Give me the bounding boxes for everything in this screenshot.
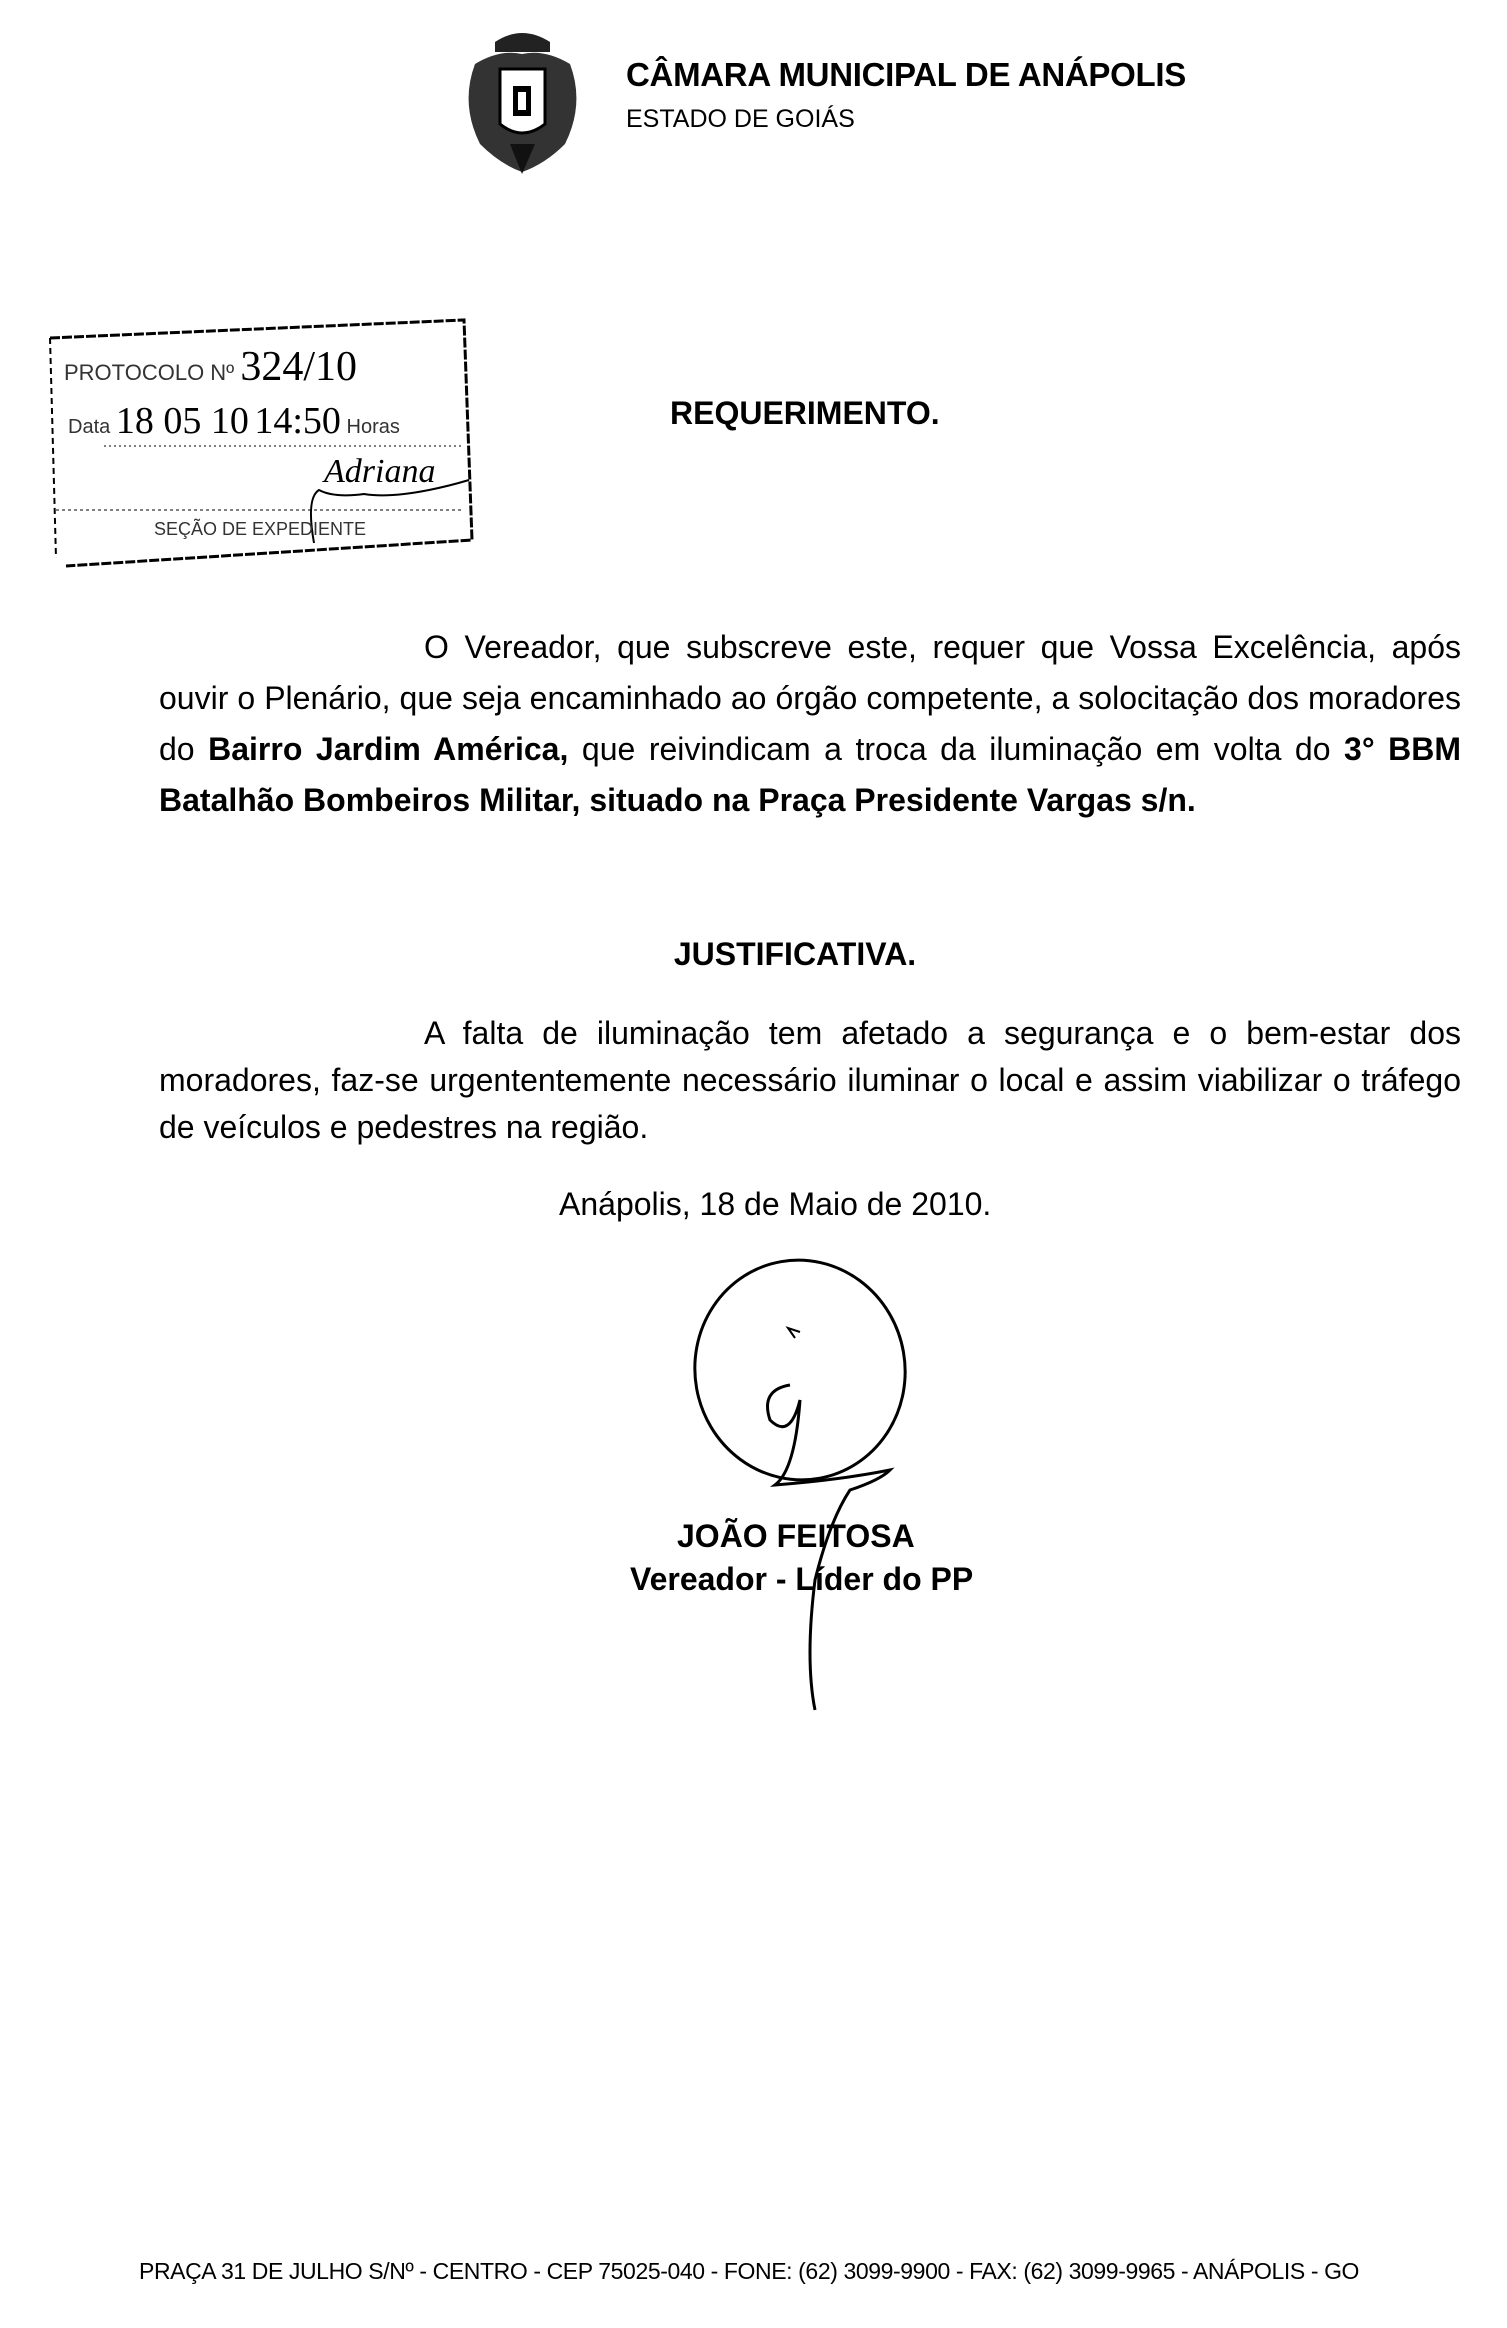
- request-text-2: que reivindicam a troca da iluminação em volta do: [568, 731, 1345, 767]
- request-location: 3° BBM Batalhão Bombeiros Militar, situado na Praça Presidente Vargas s/n.: [159, 731, 1462, 818]
- date-label: Data: [68, 416, 111, 438]
- institution-name: CÂMARA MUNICIPAL DE ANÁPOLIS: [626, 56, 1186, 93]
- protocol-label: PROTOCOLO Nº: [64, 360, 235, 385]
- protocol-stamp: [44, 318, 474, 570]
- request-neighborhood: Bairro Jardim América,: [208, 731, 569, 767]
- place-date: Anápolis, 18 de Maio de 2010.: [559, 1186, 992, 1222]
- footer-address: PRAÇA 31 DE JULHO S/Nº - CENTRO - CEP 75025-040 - FONE: (62) 3099-9900 - FAX: (62) 3099-9965 - ANÁPOLIS - GO: [139, 2258, 1360, 2284]
- signatory-name: JOÃO FEITOSA: [677, 1518, 915, 1554]
- signatory-role: Vereador - Líder do PP: [630, 1561, 974, 1597]
- stamp-time: 14:50: [254, 400, 341, 442]
- protocol-number: 324/10: [240, 344, 358, 390]
- request-text-1: O Vereador, que subscreve este, requer que Vossa Excelência, após ouvir o Plenário, que seja encaminhado ao órgão competente, a solocitação dos moradores do: [159, 629, 1461, 767]
- justification-heading: JUSTIFICATIVA.: [673, 936, 917, 972]
- stamp-department: SEÇÃO DE EXPEDIENTE: [154, 519, 367, 539]
- stamp-date: 18 05 10: [115, 400, 249, 442]
- hours-label: Horas: [346, 416, 400, 438]
- justification-paragraph: A falta de iluminação tem afetado a segurança e o bem-estar dos moradores, faz-se urgententemente necessário iluminar o local e assim viabilizar o tráfego de veículos e pedestres na região.: [159, 1015, 1461, 1145]
- document-heading: REQUERIMENTO.: [670, 395, 940, 431]
- state-name: ESTADO DE GOIÁS: [626, 105, 855, 133]
- request-paragraph: [159, 622, 1461, 826]
- stamp-signature: Adriana: [324, 453, 436, 490]
- coat-of-arms-seal: [455, 24, 590, 176]
- handwritten-signature: [680, 1240, 980, 1730]
